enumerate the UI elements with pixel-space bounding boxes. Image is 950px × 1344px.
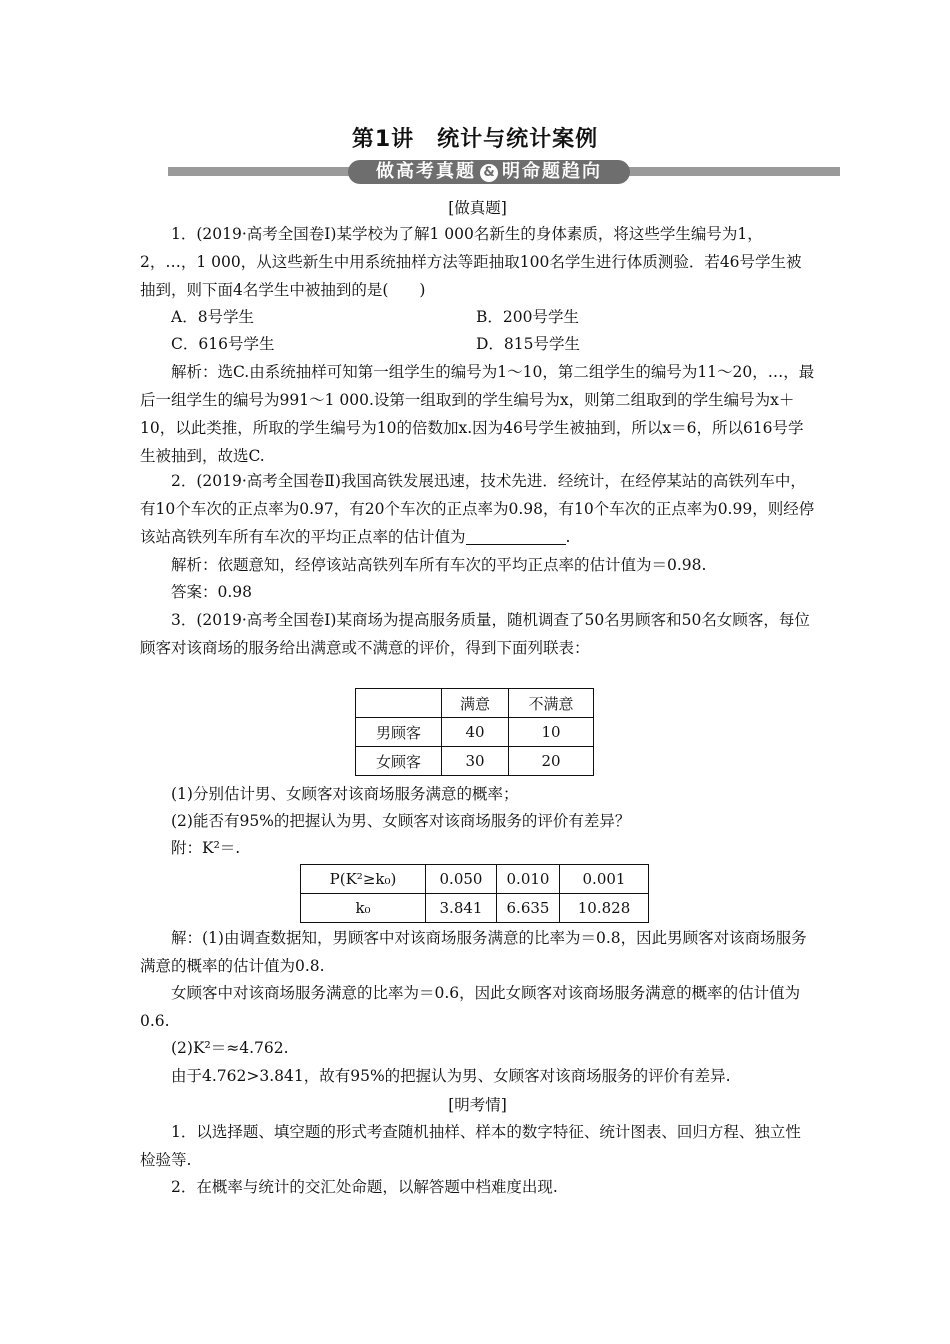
table-cell: P(K²≥k₀) bbox=[301, 865, 426, 894]
page-title: 第1讲 统计与统计案例 bbox=[351, 127, 599, 152]
table-row bbox=[301, 865, 649, 894]
question-3-appendix: 附：K²＝. bbox=[171, 839, 241, 857]
table-cell: 女顾客 bbox=[356, 747, 442, 776]
section-banner bbox=[168, 160, 840, 184]
question-3-solution-3: (2)K²＝≈4.762. bbox=[171, 1039, 289, 1057]
question-2-stem-end: . bbox=[565, 528, 571, 546]
table-header-cell bbox=[356, 689, 442, 718]
question-2-answer: 答案：0.98 bbox=[171, 583, 253, 601]
section-heading-zuozhenti: [做真题] bbox=[448, 199, 507, 217]
table-cell: 男顾客 bbox=[356, 718, 442, 747]
question-1-option-a: A．8号学生 bbox=[171, 308, 255, 326]
question-3-stem: 3．(2019·高考全国卷Ⅰ)某商场为提高服务质量，随机调查了50名男顾客和50名女顾客，每位顾客对该商场的服务给出满意或不满意的评价，得到下面列联表： bbox=[140, 611, 810, 657]
table-cell: 10.828 bbox=[560, 894, 649, 923]
question-3-solution-1: 解：(1)由调查数据知，男顾客中对该商场服务满意的比率为＝0.8，因此男顾客对该商场服务满意的概率的估计值为0.8. bbox=[140, 929, 807, 975]
table-header-cell: 不满意 bbox=[509, 689, 594, 718]
banner-right: 明命题趋向 bbox=[502, 161, 602, 182]
table-cell: 10 bbox=[509, 718, 594, 747]
contingency-table bbox=[355, 688, 594, 776]
trend-item-2: 2．在概率与统计的交汇处命题，以解答题中档难度出现. bbox=[171, 1178, 558, 1196]
question-1-option-c: C．616号学生 bbox=[171, 335, 275, 353]
table-row bbox=[356, 718, 594, 747]
table-cell: 6.635 bbox=[497, 894, 560, 923]
question-3-part-1: (1)分别估计男、女顾客对该商场服务满意的概率； bbox=[171, 785, 519, 803]
answer-blank bbox=[466, 526, 566, 545]
question-1-option-d: D．815号学生 bbox=[476, 335, 581, 353]
table-cell: 0.001 bbox=[560, 865, 649, 894]
table-row bbox=[356, 747, 594, 776]
table-cell: 0.010 bbox=[497, 865, 560, 894]
table-cell: 0.050 bbox=[426, 865, 497, 894]
table-row bbox=[301, 894, 649, 923]
banner-pill bbox=[348, 160, 630, 184]
banner-left: 做高考真题 bbox=[376, 161, 476, 182]
table-header-cell: 满意 bbox=[442, 689, 509, 718]
ampersand-icon: & bbox=[480, 164, 498, 182]
question-3-part-2: (2)能否有95%的把握认为男、女顾客对该商场服务的评价有差异？ bbox=[171, 812, 631, 830]
trend-item-1: 1．以选择题、填空题的形式考查随机抽样、样本的数字特征、统计图表、回归方程、独立性检验等. bbox=[140, 1123, 801, 1169]
question-3-solution-2: 女顾客中对该商场服务满意的比率为＝0.6，因此女顾客对该商场服务满意的概率的估计值为0.6. bbox=[140, 984, 801, 1030]
critical-value-table bbox=[300, 864, 649, 923]
table-cell: k₀ bbox=[301, 894, 426, 923]
table-cell: 3.841 bbox=[426, 894, 497, 923]
question-1-analysis: 解析：选C.由系统抽样可知第一组学生的编号为1～10，第二组学生的编号为11～20，…，最后一组学生的编号为991～1 000.设第一组取到的学生编号为x，则第二组取到的学生编号为x＋10，以此类推，所取的学生编号为10的倍数加x.因为46号学生被抽到，所以x＝6，所以616号学生被抽到，故选C. bbox=[140, 363, 815, 465]
question-3-solution-4: 由于4.762>3.841，故有95%的把握认为男、女顾客对该商场服务的评价有差异. bbox=[171, 1067, 731, 1085]
question-1-stem: 1．(2019·高考全国卷Ⅰ)某学校为了解1 000名新生的身体素质，将这些学生编号为1，2，…，1 000，从这些新生中用系统抽样方法等距抽取100名学生进行体质测验．若46号学生被抽到，则下面4名学生中被抽到的是( ) bbox=[140, 225, 802, 299]
question-2-stem-text: 2．(2019·高考全国卷Ⅱ)我国高铁发展迅速，技术先进．经统计，在经停某站的高铁列车中，有10个车次的正点率为0.97，有20个车次的正点率为0.98，有10个车次的正点率为0.99，则经停该站高铁列车所有车次的平均正点率的估计值为 bbox=[140, 472, 815, 546]
question-2-analysis: 解析：依题意知，经停该站高铁列车所有车次的平均正点率的估计值为＝0.98. bbox=[171, 556, 707, 574]
question-2-stem bbox=[140, 467, 815, 551]
table-cell: 20 bbox=[509, 747, 594, 776]
table-row bbox=[356, 689, 594, 718]
table-cell: 40 bbox=[442, 718, 509, 747]
question-1-option-b: B．200号学生 bbox=[476, 308, 579, 326]
table-cell: 30 bbox=[442, 747, 509, 776]
section-heading-mingkaoqing: [明考情] bbox=[448, 1096, 507, 1114]
